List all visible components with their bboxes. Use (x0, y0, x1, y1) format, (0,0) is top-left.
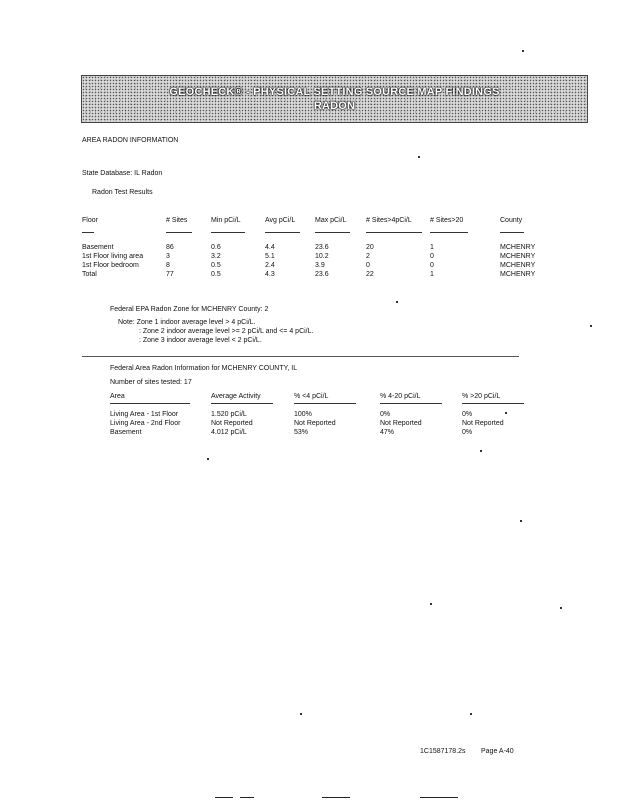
underline (211, 232, 245, 233)
underline (82, 232, 94, 233)
scan-speck (505, 412, 507, 414)
cell-pct-4-20: 47% (380, 429, 395, 436)
cell-pct-lt4: 53% (294, 429, 309, 436)
underline (265, 232, 300, 233)
cell-pct-gt20: 0% (462, 411, 473, 418)
underline (462, 403, 524, 404)
col-header-sites: # Sites (166, 217, 188, 224)
scan-speck (396, 301, 398, 303)
col-header-floor: Floor (82, 217, 98, 224)
cell-floor: 1st Floor living area (82, 253, 144, 260)
cell-floor: Basement (82, 244, 114, 251)
cell-sites: 3 (166, 253, 170, 260)
page-header-banner (81, 75, 588, 123)
col-header-area: Area (110, 393, 125, 400)
scan-speck (207, 458, 209, 460)
col-header-sites-gt20: # Sites>20 (430, 217, 464, 224)
cell-sites: 8 (166, 262, 170, 269)
cell-avg: 2.4 (265, 262, 275, 269)
zone-note: Note: Zone 1 indoor average level > 4 pCi/L. (118, 319, 256, 326)
cell-county: MCHENRY (500, 271, 536, 278)
underline (366, 232, 422, 233)
scan-speck (560, 607, 562, 609)
cell-sites-gt4: 0 (366, 262, 370, 269)
zone-note: : Zone 3 indoor average level < 2 pCi/L. (139, 337, 262, 344)
radon-test-results-label: Radon Test Results (92, 189, 153, 196)
underline (166, 232, 192, 233)
cell-avg: 4.4 (265, 244, 275, 251)
cell-sites: 86 (166, 244, 174, 251)
col-header-pct-gt20: % >20 pCi/L (462, 393, 501, 400)
cell-county: MCHENRY (500, 244, 536, 251)
cell-floor: 1st Floor bedroom (82, 262, 139, 269)
cell-average-activity: Not Reported (211, 420, 253, 427)
cell-min: 0.6 (211, 244, 221, 251)
epa-zone-label: Federal EPA Radon Zone for MCHENRY County: 2 (110, 306, 269, 313)
cell-min: 0.5 (211, 271, 221, 278)
col-header-sites-gt4: # Sites>4pCi/L (366, 217, 412, 224)
sites-tested-label: Number of sites tested: 17 (110, 379, 192, 386)
header-subtitle: RADON (313, 100, 356, 112)
cell-average-activity: 4.012 pCi/L (211, 429, 247, 436)
cell-pct-lt4: Not Reported (294, 420, 336, 427)
page-number: Page A-40 (481, 748, 514, 755)
underline (294, 403, 356, 404)
cell-county: MCHENRY (500, 253, 536, 260)
scan-speck (480, 450, 482, 452)
cell-max: 23.6 (315, 271, 329, 278)
scan-speck (300, 713, 302, 715)
col-header-avg: Avg pCi/L (265, 217, 296, 224)
cell-pct-gt20: 0% (462, 429, 473, 436)
underline (211, 403, 273, 404)
cell-max: 3.9 (315, 262, 325, 269)
cell-county: MCHENRY (500, 262, 536, 269)
cell-min: 0.5 (211, 262, 221, 269)
cell-max: 10.2 (315, 253, 329, 260)
col-header-average-activity: Average Activity (211, 393, 261, 400)
cell-sites-gt20: 0 (430, 253, 434, 260)
underline (315, 232, 350, 233)
scan-mark (240, 797, 254, 798)
scan-mark (215, 797, 233, 798)
scan-mark (322, 797, 350, 798)
cell-sites-gt20: 1 (430, 271, 434, 278)
cell-pct-4-20: Not Reported (380, 420, 422, 427)
cell-area: Living Area - 2nd Floor (110, 420, 181, 427)
zone-note: : Zone 2 indoor average level >= 2 pCi/L and <= 4 pCi/L. (139, 328, 314, 335)
cell-sites: 77 (166, 271, 174, 278)
cell-area: Living Area - 1st Floor (110, 411, 179, 418)
underline (500, 232, 524, 233)
scan-speck (430, 603, 432, 605)
underline (430, 232, 468, 233)
cell-sites-gt4: 2 (366, 253, 370, 260)
scan-speck (470, 713, 472, 715)
document-id: 1C1587178.2s (420, 748, 466, 755)
cell-sites-gt4: 20 (366, 244, 374, 251)
cell-pct-lt4: 100% (294, 411, 312, 418)
col-header-pct-lt4: % <4 pCi/L (294, 393, 329, 400)
header-title: GEOCHECK® - PHYSICAL SETTING SOURCE MAP FINDINGS (169, 86, 500, 98)
cell-area: Basement (110, 429, 142, 436)
scan-speck (522, 50, 524, 52)
underline (380, 403, 442, 404)
cell-min: 3.2 (211, 253, 221, 260)
cell-avg: 5.1 (265, 253, 275, 260)
section-divider (82, 356, 519, 357)
cell-avg: 4.3 (265, 271, 275, 278)
scan-mark (420, 797, 458, 798)
scan-speck (520, 520, 522, 522)
cell-max: 23.6 (315, 244, 329, 251)
cell-sites-gt4: 22 (366, 271, 374, 278)
col-header-min: Min pCi/L (211, 217, 241, 224)
cell-pct-4-20: 0% (380, 411, 391, 418)
col-header-pct-4-20: % 4-20 pCi/L (380, 393, 421, 400)
cell-pct-gt20: Not Reported (462, 420, 504, 427)
federal-area-label: Federal Area Radon Information for MCHENRY COUNTY, IL (110, 365, 298, 372)
col-header-county: County (500, 217, 523, 224)
scan-speck (590, 325, 592, 327)
cell-floor: Total (82, 271, 97, 278)
cell-average-activity: 1.520 pCi/L (211, 411, 247, 418)
underline (110, 403, 190, 404)
scan-speck (418, 156, 420, 158)
cell-sites-gt20: 0 (430, 262, 434, 269)
col-header-max: Max pCi/L (315, 217, 347, 224)
section-title: AREA RADON INFORMATION (82, 137, 179, 144)
cell-sites-gt20: 1 (430, 244, 434, 251)
state-database-label: State Database: IL Radon (82, 170, 163, 177)
